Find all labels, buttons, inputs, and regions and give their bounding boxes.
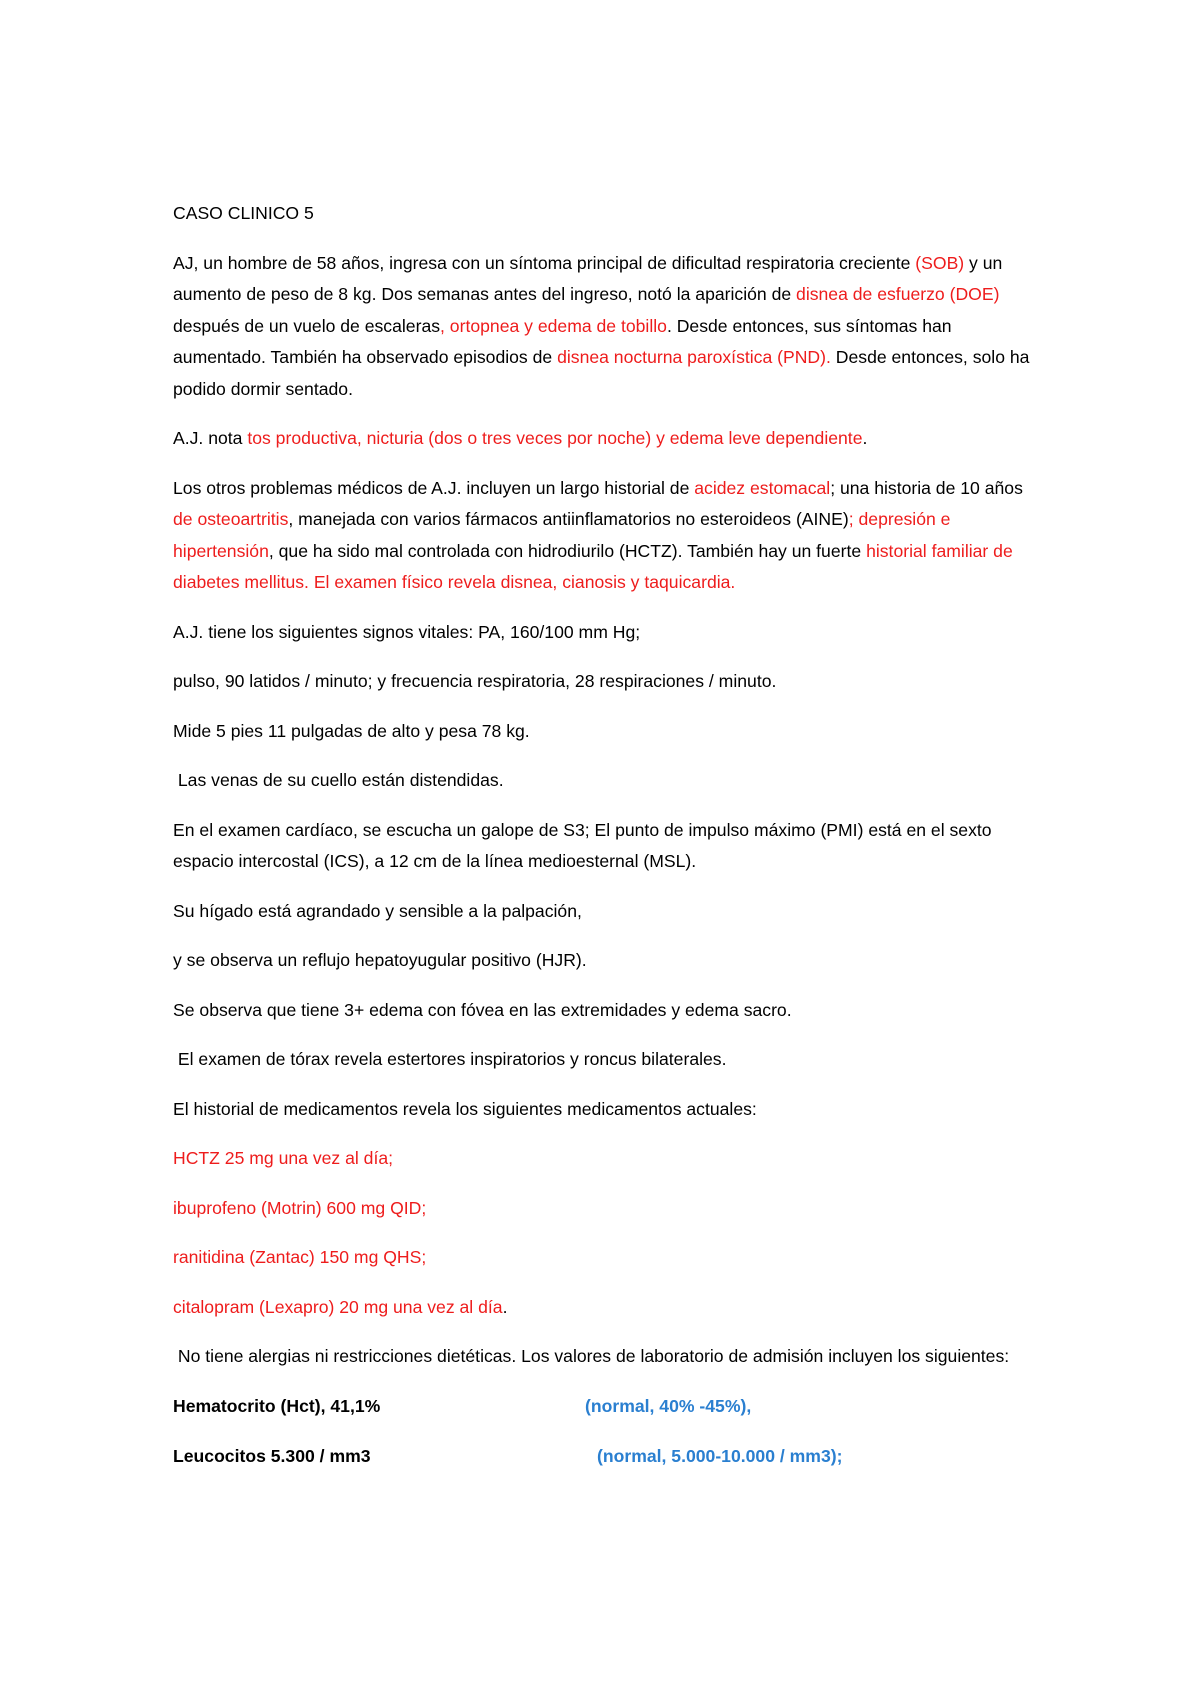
p3-highlight-depresion: ; depresión e hipertensión [173, 509, 951, 561]
medications-intro: El historial de medicamentos revela los siguientes medicamentos actuales: [173, 1098, 757, 1119]
p3-highlight-acidez: acidez estomacal [694, 477, 831, 498]
intro-paragraph [173, 248, 1043, 406]
medication-item-last [173, 1292, 1043, 1324]
history-paragraph [173, 473, 1043, 599]
symptoms-paragraph [173, 423, 1043, 455]
p1-highlight-pnd: disnea nocturna paroxística (PND). [557, 347, 831, 367]
p1-text-4: . Desde entonces, sus síntomas han aumentado. También ha observado episodios de [173, 315, 952, 367]
thorax-line: El examen de tórax revela estertores inspiratorios y roncus bilaterales. [173, 1049, 727, 1069]
p1-highlight-sob: (SOB) [915, 252, 965, 273]
p2-highlight-symptoms: tos productiva, nicturia (dos o tres veces por noche) y edema leve dependiente [247, 428, 863, 448]
lab-row-leucocitos [173, 1441, 1043, 1473]
lab-name: Leucocitos 5.300 / mm3 [173, 1445, 371, 1466]
medication-item-text: citalopram (Lexapro) 20 mg una vez al día [173, 1296, 503, 1317]
vitals-line-2: pulso, 90 latidos / minuto; y frecuencia respiratoria, 28 respiraciones / minuto. [173, 671, 777, 691]
case-title: CASO CLINICO 5 [173, 203, 314, 223]
lab-normal-range: (normal, 5.000-10.000 / mm3); [597, 1445, 843, 1466]
labs-intro: No tiene alergias ni restricciones dietéticas. Los valores de laboratorio de admisión incluyen los siguientes: [173, 1346, 1010, 1366]
edema-line: Se observa que tiene 3+ edema con fóvea en las extremidades y edema sacro. [173, 999, 792, 1020]
case-content [173, 198, 1043, 1473]
p3-highlight-osteoartritis: de osteoartritis [173, 509, 289, 529]
p3-text-1: Los otros problemas médicos de A.J. incluyen un largo historial de [173, 477, 695, 498]
p3-highlight-diabetes: historial familiar de diabetes mellitus. El examen físico revela disnea, cianosis y taquicardia. [173, 540, 1013, 592]
p2-text-1: A.J. nota [173, 428, 248, 448]
p3-text-2: ; una historia de 10 años [830, 477, 1023, 498]
cardiac-exam-paragraph: En el examen cardíaco, se escucha un galope de S3; El punto de impulso máximo (PMI) está en el sexto espacio intercostal (ICS), a 12 cm de la línea medioesternal (MSL). [173, 819, 992, 871]
medication-item: ibuprofeno (Motrin) 600 mg QID; [173, 1197, 427, 1218]
medication-item: ranitidina (Zantac) 150 mg QHS; [173, 1247, 427, 1267]
p2-text-2: . [862, 428, 868, 448]
medication-item: HCTZ 25 mg una vez al día; [173, 1148, 394, 1168]
p3-text-3: , manejada con varios fármacos antiinflamatorios no esteroideos (AINE) [288, 509, 849, 529]
vitals-line-1: A.J. tiene los siguientes signos vitales: PA, 160/100 mm Hg; [173, 621, 641, 642]
lab-name: Hematocrito (Hct), 41,1% [173, 1395, 381, 1416]
height-weight-line: Mide 5 pies 11 pulgadas de alto y pesa 78 kg. [173, 720, 530, 741]
lab-row-hematocrito [173, 1391, 1043, 1423]
p1-text-5: Desde entonces, solo ha podido dormir sentado. [173, 347, 1030, 399]
p3-text-4: , que ha sido mal controlada con hidrodiurilo (HCTZ). También hay un fuerte [268, 540, 867, 561]
lab-normal-range: (normal, 40% -45%), [585, 1395, 752, 1416]
hjr-line: y se observa un reflujo hepatoyugular positivo (HJR). [173, 950, 587, 970]
p1-text-3: después de un vuelo de escaleras [173, 315, 441, 336]
neck-veins-line: Las venas de su cuello están distendidas. [173, 770, 504, 790]
p1-highlight-doe: disnea de esfuerzo (DOE) [796, 284, 1000, 304]
liver-line: Su hígado está agrandado y sensible a la palpación, [173, 900, 582, 921]
p1-text-1: AJ, un hombre de 58 años, ingresa con un síntoma principal de dificultad respiratoria creciente [173, 252, 916, 273]
p1-highlight-ortopnea: , ortopnea y edema de tobillo [440, 315, 667, 336]
p1-text-2: y un aumento de peso de 8 kg. Dos semanas antes del ingreso, notó la aparición de [173, 252, 1003, 304]
medication-item-period: . [502, 1296, 508, 1317]
